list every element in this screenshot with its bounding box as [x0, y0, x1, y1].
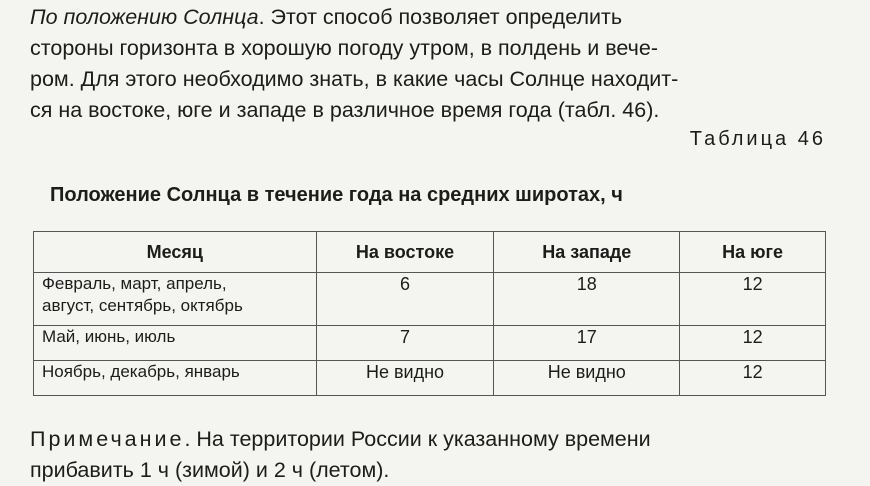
note-paragraph: [30, 424, 830, 486]
month-cell: [34, 361, 317, 396]
header-month: Месяц: [34, 232, 317, 273]
table-row: [34, 361, 826, 396]
month-line: август, сентябрь, октябрь: [42, 296, 243, 315]
month-cell: [34, 326, 317, 361]
east-cell: Не видно: [316, 361, 494, 396]
table-number-label: Таблица 46: [689, 128, 826, 150]
west-cell: Не видно: [494, 361, 680, 396]
note-label: Примечание: [30, 427, 185, 451]
intro-line-3: ром. Для этого необходимо знать, в какие часы Солнце находит-: [30, 67, 679, 91]
month-line: Февраль, март, апрель,: [42, 274, 227, 293]
sun-position-table: [33, 231, 826, 396]
header-east: На востоке: [316, 232, 494, 273]
table-row: [34, 326, 826, 361]
note-line-1: [30, 424, 830, 455]
table-title: Положение Солнца в течение года на средних широтах, ч: [50, 184, 623, 206]
month-line: Ноябрь, декабрь, январь: [42, 362, 240, 381]
table-row: [34, 273, 826, 326]
intro-line-1: [30, 2, 830, 33]
west-cell: 18: [494, 273, 680, 326]
header-south: На юге: [680, 232, 826, 273]
header-west: На западе: [494, 232, 680, 273]
intro-paragraph: [30, 2, 830, 126]
intro-line-4: ся на востоке, юге и западе в различное время года (табл. 46).: [30, 98, 660, 122]
intro-line-2: стороны горизонта в хорошую погоду утром, в полдень и вече-: [30, 36, 658, 60]
intro-lead: По положению Солнца: [30, 5, 259, 29]
south-cell: 12: [680, 361, 826, 396]
south-cell: 12: [680, 273, 826, 326]
east-cell: 6: [316, 273, 494, 326]
west-cell: 17: [494, 326, 680, 361]
intro-line-1-text: . Этот способ позволяет определить: [258, 5, 623, 29]
note-line-1-text: . На территории России к указанному времени: [184, 427, 651, 451]
south-cell: 12: [680, 326, 826, 361]
note-line-2: прибавить 1 ч (зимой) и 2 ч (летом).: [30, 458, 390, 482]
month-line: Май, июнь, июль: [42, 327, 176, 346]
table-header-row: [34, 232, 826, 273]
month-cell: [34, 273, 317, 326]
east-cell: 7: [316, 326, 494, 361]
